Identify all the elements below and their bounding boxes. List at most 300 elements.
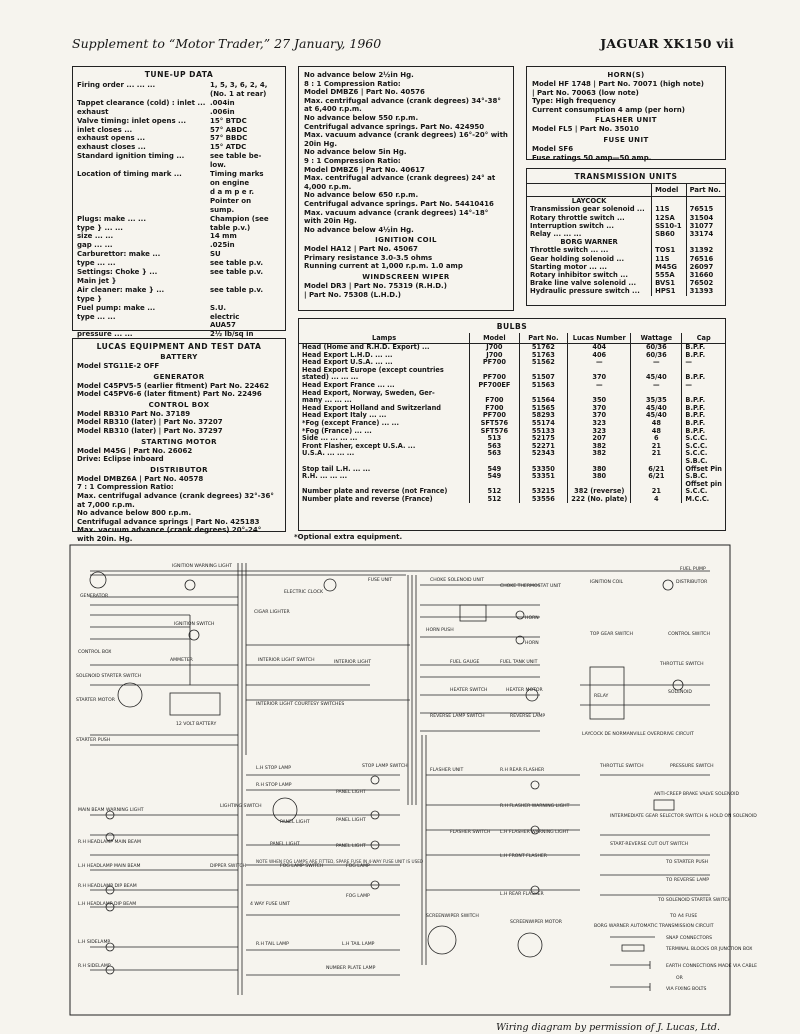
transmission-part-no: 76516 [689, 254, 714, 263]
bulbs-cell: B.P.F. [685, 350, 706, 359]
tuneup-label: type } ... ... [77, 223, 123, 232]
label-rh-tail: R.H TAIL LAMP [256, 942, 289, 947]
transmission-row [527, 205, 725, 213]
transmission-units-box [526, 168, 726, 306]
label-reverse-lamp: REVERSE LAMP [510, 714, 546, 719]
bulbs-cell: 51564 [519, 397, 568, 405]
label-screenwiper-switch: SCREENWIPER SWITCH [426, 914, 479, 919]
bulbs-cell: 370 [568, 374, 631, 382]
bulbs-cell: S.C.C. [685, 441, 708, 450]
label-lh-sidelamp: L.H SIDELAMP [78, 940, 111, 945]
transmission-item: Brake line valve solenoid ... [527, 279, 652, 287]
bulbs-column-header: Model [470, 333, 519, 344]
bulbs-cell: 55174 [519, 420, 568, 428]
label-fuse-unit: FUSE UNIT [368, 578, 393, 583]
bulbs-cell: 563 [470, 443, 519, 451]
bulbs-cell: 513 [470, 435, 519, 443]
tuneup-row [77, 126, 281, 135]
label-panel-light-5: PANEL LIGHT [336, 844, 366, 849]
tuneup-label: inlet closes ... [77, 125, 133, 134]
bulbs-cell: PF700 [470, 359, 519, 367]
fuse-lines [532, 145, 720, 162]
label-intermediate-gear: INTERMEDIATE GEAR SELECTOR SWITCH & HOLD ON SOLENOID [610, 814, 757, 819]
fog-note [256, 859, 423, 864]
tuneup-value: .025in [210, 241, 235, 250]
tuneup-label: pressure ... ... [77, 330, 133, 339]
bulbs-cell: Head Export U.S.A. ... ... [299, 359, 470, 367]
distributor-line: Max. vacuum advance (crank degrees) 14°-18° [304, 208, 489, 217]
tuneup-value: sump. [210, 205, 235, 214]
label-legend-or: OR [676, 976, 683, 981]
lucas-sections [77, 353, 281, 544]
tuneup-label: Firing order ... ... ... [77, 81, 156, 89]
bulbs-cell: B.P.F. [685, 343, 706, 351]
bulbs-cell: B.P.F. [685, 418, 706, 427]
bulbs-cell: Head Export, Norway, Sweden, Ger- [299, 390, 470, 398]
transmission-part-no: 31660 [689, 271, 714, 280]
tuneup-row [77, 277, 281, 286]
tuneup-row [77, 215, 281, 224]
transmission-empty-cell [652, 238, 686, 246]
bulbs-cell: 51507 [519, 374, 568, 382]
bulbs-table [299, 333, 725, 503]
transmission-group-heading: BORG WARNER [527, 238, 652, 246]
bulbs-cell: 52343 [519, 450, 568, 458]
tuneup-row [77, 241, 281, 250]
tuneup-row [77, 81, 281, 90]
label-rh-stop-lamp: R.H STOP LAMP [256, 783, 292, 788]
ignition-coil-lines [304, 245, 508, 271]
bulbs-cell: Offset pin [685, 479, 722, 488]
tuneup-row [77, 117, 281, 126]
bulbs-cell: PF700 [470, 412, 519, 420]
label-control-switch: CONTROL SWITCH [668, 632, 710, 637]
transmission-model: 11S [652, 205, 686, 213]
transmission-table [527, 183, 725, 296]
tuneup-value: SU [210, 250, 221, 259]
bulbs-cell: 53351 [519, 473, 568, 481]
transmission-row [527, 222, 725, 230]
bulbs-cell: 382 (reverse) [568, 488, 631, 496]
bulbs-cell: B.P.F. [685, 403, 706, 412]
lucas-line: Model C45PV5-5 (earlier fitment) Part No. 22462 [77, 381, 269, 390]
transmission-group-heading: LAYCOCK [527, 197, 652, 206]
tuneup-value [210, 295, 281, 304]
bulbs-cell: Head Export Holland and Switzerland [299, 405, 470, 413]
tuneup-label [77, 206, 210, 215]
tuneup-value: (No. 1 at rear) [210, 89, 267, 98]
distributor-line: Max. vacuum advance (crank degrees) 16°-20° with [304, 131, 508, 140]
bulbs-cell: 380 [568, 466, 631, 474]
bulbs-cell: 48 [631, 420, 682, 428]
lucas-line: 7 : 1 Compression Ratio: [77, 483, 174, 492]
bulbs-cell: F700 [470, 405, 519, 413]
lucas-title: LUCAS EQUIPMENT AND TEST DATA [96, 342, 262, 351]
tuneup-row [77, 161, 281, 170]
tuneup-row [77, 90, 281, 99]
label-starter-motor: STARTER MOTOR [76, 698, 115, 703]
tuneup-value: .004in [210, 98, 235, 107]
bulbs-cell: 52175 [519, 435, 568, 443]
transmission-col-model: Model [652, 184, 686, 197]
bulbs-cell: Front Flasher, except U.S.A. ... [299, 443, 470, 451]
lucas-line: No advance below 800 r.p.m. [77, 509, 192, 518]
tuneup-label: Location of timing mark ... [77, 170, 182, 179]
bulbs-cell: 6/21 [631, 473, 682, 481]
tuneup-label: Tappet clearance (cold) : inlet ... [77, 98, 206, 107]
bulbs-column-header: Lucas Number [568, 333, 631, 344]
transmission-model: SB60 [652, 230, 686, 238]
tuneup-label [77, 188, 210, 197]
transmission-group-row [527, 238, 725, 246]
horns-heading: HORN(S) [607, 71, 645, 79]
tuneup-label: type ... ... [77, 259, 116, 268]
tuneup-label: exhaust closes ... [77, 143, 146, 152]
label-panel-light-1: PANEL LIGHT [336, 790, 366, 795]
lucas-equipment-box [72, 338, 286, 543]
transmission-item: Throttle switch ... ... [527, 246, 652, 254]
bulbs-cell: Head (Home and R.H.D. Export) ... [299, 344, 470, 352]
bulbs-cell: 380 [568, 473, 631, 481]
transmission-part-no: 33174 [689, 230, 714, 239]
transmission-col-part: Part No. [686, 184, 725, 197]
tuneup-row [77, 143, 281, 152]
transmission-part-no: 76502 [689, 279, 714, 288]
label-reverse-lamp-switch: REVERSE LAMP SWITCH [430, 714, 485, 719]
flasher-lines [532, 125, 720, 134]
page-header-publication: Supplement to “Motor Trader,” 27 January, 1960 [72, 36, 382, 51]
label-fuel-gauge: FUEL GAUGE [450, 660, 480, 665]
bulbs-cell: 51562 [519, 359, 568, 367]
bulbs-cell: stated) ... ... ... [299, 374, 470, 382]
transmission-item: Hydraulic pressure switch ... [527, 287, 652, 295]
tuneup-row [77, 108, 281, 117]
lucas-section-heading: STARTING MOTOR [141, 437, 217, 446]
tuneup-label: exhaust [77, 107, 109, 116]
bulbs-cell: 549 [470, 473, 519, 481]
transmission-part-no: 31077 [689, 221, 714, 230]
bulbs-cell: R.H. ... ... ... [299, 473, 470, 481]
bulbs-cell: 370 [568, 405, 631, 413]
transmission-title: TRANSMISSION UNITS [574, 172, 678, 181]
label-ammeter: AMMETER [170, 658, 193, 663]
tuneup-row [77, 321, 281, 330]
label-top-gear-switch: TOP GEAR SWITCH [590, 632, 633, 637]
label-solenoid: SOLENOID [668, 690, 692, 695]
label-lh-dip: L.H HEADLAMP DIP BEAM [78, 902, 137, 907]
label-anti-creep: ANTI-CREEP BRAKE VALVE SOLENOID [654, 792, 739, 797]
horn-line: Type: High frequency [532, 97, 616, 106]
tuneup-value: table p.v.) [210, 223, 251, 232]
bulbs-cell: — [568, 359, 631, 367]
tuneup-value: d a m p e r. [210, 187, 255, 196]
flasher-line: Model FL5 | Part No. 35010 [532, 125, 639, 134]
transmission-row [527, 246, 725, 254]
bulbs-cell: F700 [470, 397, 519, 405]
label-main-beam-warning: MAIN BEAM WARNING LIGHT [78, 808, 144, 813]
distributor-lines [304, 71, 508, 234]
tuneup-row [77, 304, 281, 313]
bulbs-cell: 35/35 [631, 397, 682, 405]
horn-lines [532, 80, 720, 114]
tuneup-value: 57° ABDC [210, 125, 248, 134]
tuneup-row [77, 152, 281, 161]
tuneup-data-box [72, 66, 286, 339]
label-throttle-switch: THROTTLE SWITCH [660, 662, 704, 667]
tuneup-value: Champion (see [210, 214, 269, 223]
label-four-way-fuse: 4 WAY FUSE UNIT [250, 902, 290, 907]
label-to-aa-fuse: TO A4 FUSE [670, 914, 698, 919]
tuneup-row [77, 232, 281, 241]
wiring-diagram [70, 545, 758, 1015]
label-to-solenoid-starter: TO SOLENOID STARTER SWITCH [658, 898, 732, 903]
tuneup-value: low. [210, 161, 226, 170]
tuneup-label: Air cleaner: make } ... [77, 285, 165, 294]
tuneup-label: Main jet } [77, 276, 117, 285]
transmission-part-no: 76515 [689, 205, 714, 214]
tuneup-row [77, 286, 281, 295]
bulbs-row [299, 443, 725, 451]
label-panel-light-4: PANEL LIGHT [270, 842, 300, 847]
tuneup-label: type } [77, 294, 103, 303]
horn-line: | Part No. 70063 (low note) [532, 88, 639, 97]
tuneup-row [77, 206, 281, 215]
label-dipper-switch: DIPPER SWITCH [210, 864, 246, 869]
bulbs-cell: 6 [631, 435, 682, 443]
bulbs-cell: S.C.C. [685, 487, 708, 496]
label-horn-1: HORN [525, 616, 539, 621]
bulbs-cell: PF700 [470, 374, 519, 382]
bulbs-row [299, 496, 725, 504]
tuneup-row [77, 313, 281, 322]
tuneup-label: Fuel pump: make ... [77, 303, 156, 312]
bulbs-cell: 382 [568, 450, 631, 458]
bulbs-title: BULBS [496, 322, 528, 331]
bulbs-cell: Number plate and reverse (not France) [299, 488, 470, 496]
tuneup-value: on engine [210, 178, 250, 187]
transmission-model: 12SA [652, 214, 686, 222]
tuneup-row [77, 179, 281, 188]
fuse-line: Model SF6 [532, 144, 574, 153]
bulbs-row [299, 428, 725, 436]
lucas-section-heading: BATTERY [160, 353, 198, 361]
tuneup-label: Standard ignition timing ... [77, 152, 185, 161]
label-bw-circuit: BORG WARNER AUTOMATIC TRANSMISSION CIRCUIT [594, 924, 714, 929]
distributor-line: 8 : 1 Compression Ratio: [304, 79, 401, 88]
label-lh-tail: L.H TAIL LAMP [342, 942, 375, 947]
bulbs-cell: J700 [470, 344, 519, 352]
label-flasher-unit: FLASHER UNIT [430, 768, 464, 773]
distributor-line: No advance below 550 r.p.m. [304, 113, 419, 122]
tuneup-value: 14 mm [210, 232, 237, 241]
tuneup-value: Timing marks [210, 170, 264, 179]
tuneup-rows [77, 81, 281, 339]
bulbs-cell: 53350 [519, 466, 568, 474]
distributor-line: No advance below 5in Hg. [304, 148, 407, 157]
flasher-unit-heading: FLASHER UNIT [595, 116, 657, 125]
transmission-item: Rotary inhibitor switch ... [527, 271, 652, 279]
tuneup-row [77, 250, 281, 259]
distributor-line: Max. centrifugal advance (crank degrees) 34°-38° [304, 96, 501, 105]
lucas-line: Max. centrifugal advance (crank degrees) 32°-36° [77, 491, 274, 500]
bulbs-row [299, 450, 725, 458]
tuneup-label [77, 179, 210, 188]
tuneup-value: see table be- [210, 152, 262, 161]
transmission-item: Rotary throttle switch ... [527, 214, 652, 222]
lucas-line: Max. vacuum advance (crank degrees) 20°-24° [77, 526, 262, 535]
tuneup-value: see table p.v. [210, 268, 264, 277]
transmission-row [527, 271, 725, 279]
tuneup-label: gap ... ... [77, 241, 113, 250]
tuneup-row [77, 197, 281, 206]
bulbs-cell: 323 [568, 420, 631, 428]
label-choke-solenoid: CHOKE SOLENOID UNIT [430, 578, 485, 583]
bulbs-cell: Head Export France ... ... [299, 382, 470, 390]
bulbs-cell: 323 [568, 428, 631, 436]
bulbs-cell: 58293 [519, 412, 568, 420]
bulbs-cell: 6/21 [631, 466, 682, 474]
bulbs-cell: 563 [470, 450, 519, 458]
tuneup-value: 15° ATDC [210, 143, 247, 152]
tuneup-value: 15° BTDC [210, 116, 247, 125]
ignition-coil-line: Primary resistance 3.0-3.5 ohms [304, 253, 433, 262]
tuneup-value: electric [210, 312, 240, 321]
distributor-line: 9 : 1 Compression Ratio: [304, 156, 401, 165]
bulbs-cell: 512 [470, 496, 519, 504]
transmission-part-no: 31392 [689, 246, 714, 255]
label-lh-stop-lamp: L.H STOP LAMP [256, 766, 292, 771]
tuneup-row [77, 259, 281, 268]
bulbs-header-row [299, 333, 725, 344]
tuneup-value [210, 277, 281, 286]
bulbs-cell: Head Export L.H.D. ... ... [299, 352, 470, 360]
bulbs-cell: 382 [568, 443, 631, 451]
label-to-starter-push: TO STARTER PUSH [666, 860, 709, 865]
label-legend-snap: SNAP CONNECTORS [666, 936, 713, 941]
bulbs-cell: 549 [470, 466, 519, 474]
transmission-item: Starting motor ... ... [527, 263, 652, 271]
bulbs-cell: Head Export Italy ... ... [299, 412, 470, 420]
bulbs-cell: 53215 [519, 488, 568, 496]
distributor-line: 20in Hg. [304, 139, 338, 148]
bulbs-cell: B.P.F. [685, 411, 706, 420]
label-rh-dip: R.H HEADLAMP DIP BEAM [78, 884, 137, 889]
lucas-line: Centrifugal advance springs | Part No. 425183 [77, 517, 260, 526]
wiper-line: Model DR3 | Part No. 75319 (R.H.D.) [304, 282, 447, 291]
tuneup-label [77, 321, 210, 330]
bulbs-cell: PF700EF [470, 382, 519, 390]
label-pressure-switch: PRESSURE SWITCH [670, 764, 714, 769]
bulbs-cell: 404 [568, 344, 631, 352]
label-lh-front-flasher: L.H FRONT FLASHER [500, 854, 548, 859]
bulbs-cell: B.P.F. [685, 396, 706, 405]
bulbs-cell: 51563 [519, 382, 568, 390]
label-to-reverse-lamp: TO REVERSE LAMP [666, 878, 710, 883]
bulbs-cell: Head Export Europe (except countries [299, 367, 470, 375]
tuneup-label: Plugs: make ... ... [77, 214, 146, 223]
label-start-reverse: START-REVERSE CUT OUT SWITCH [610, 842, 689, 847]
label-horn-2: HORN [525, 641, 539, 646]
label-legend-bolts: VIA FIXING BOLTS [666, 987, 707, 992]
bulbs-cell: 4 [631, 496, 682, 504]
distributor-line: Centrifugal advance springs. Part No. 54410416 [304, 199, 494, 208]
lucas-section-heading: DISTRIBUTOR [150, 465, 208, 474]
bulbs-cell: Offset Pin [685, 464, 722, 473]
tuneup-value: AUA57 [210, 321, 236, 330]
label-lh-main-beam: L.H HEADLAMP MAIN BEAM [78, 864, 141, 869]
transmission-model: 555A [652, 271, 686, 279]
bulbs-cell: SFT576 [470, 420, 519, 428]
ignition-coil-line: Model HA12 | Part No. 45067 [304, 245, 418, 254]
label-panel-light-2: PANEL LIGHT [280, 820, 310, 825]
distributor-line: No advance below 4½in Hg. [304, 225, 414, 234]
label-throttle-switch-bw: THROTTLE SWITCH [600, 764, 644, 769]
transmission-model: M45G [652, 263, 686, 271]
tuneup-value: Pointer on [210, 196, 252, 205]
tuneup-row [77, 268, 281, 277]
distributor-line: with 20in Hg. [304, 217, 357, 226]
bulbs-cell: 21 [631, 443, 682, 451]
label-electric-clock: ELECTRIC CLOCK [284, 590, 324, 595]
label-fog-lamp-switch: FOG LAMP SWITCH [280, 864, 324, 869]
bulbs-cell: — [685, 358, 693, 367]
bulbs-cell: B.P.F. [685, 426, 706, 435]
label-interior-light-switch: INTERIOR LIGHT SWITCH [258, 658, 315, 663]
label-starter-push: STARTER PUSH [76, 738, 111, 743]
label-solenoid-starter-switch: SOLENOID STARTER SWITCH [76, 674, 142, 679]
transmission-col-name [527, 184, 652, 197]
bulbs-cell: Side ... ... ... ... [299, 435, 470, 443]
bulbs-cell: — [568, 382, 631, 390]
tuneup-row [77, 170, 281, 179]
bulbs-row [299, 473, 725, 481]
label-stop-lamp-switch: STOP LAMP SWITCH [362, 764, 408, 769]
bulbs-cell: M.C.C. [685, 494, 710, 503]
page-header-model: JAGUAR XK150 vii [600, 36, 734, 51]
label-legend-terminal: TERMINAL BLOCKS OR JUNCTION BOX [666, 947, 753, 952]
distributor-line: at 6,400 r.p.m. [304, 105, 362, 114]
tuneup-label [77, 197, 210, 206]
lucas-section-heading: GENERATOR [153, 372, 205, 381]
bulbs-rows [299, 344, 725, 504]
bulbs-cell: 406 [568, 352, 631, 360]
fog-note-text: NOTE WHEN FOG LAMPS ARE FITTED, SPARE FUSE IN 4-WAY FUSE UNIT IS USED [256, 859, 424, 864]
transmission-empty-cell [652, 197, 686, 206]
bulbs-cell: 48 [631, 428, 682, 436]
ignition-coil-line: Running current at 1,000 r.p.m. 1.0 amp [304, 262, 463, 271]
lucas-line: Model RB310 (later) | Part No. 37297 [77, 426, 223, 435]
lucas-line: Model M45G | Part No. 26062 [77, 446, 193, 455]
bulbs-cell: S.B.C. [685, 472, 708, 481]
lucas-line: at 7,000 r.p.m. [77, 500, 135, 509]
transmission-empty-cell [686, 238, 725, 246]
bulbs-cell: — [685, 380, 693, 389]
bulbs-cell: Number plate and reverse (France) [299, 496, 470, 504]
bulbs-cell: 51565 [519, 405, 568, 413]
label-heater-switch: HEATER SWITCH [450, 688, 488, 693]
distributor-line: Centrifugal advance springs. Part No. 424950 [304, 122, 485, 131]
bulbs-box [298, 318, 726, 531]
lucas-line: Drive: Eclipse inboard [77, 455, 164, 464]
tuneup-row [77, 99, 281, 108]
tuneup-value: 2½ lb/sq in [210, 330, 254, 339]
label-fuel-tank-unit: FUEL TANK UNIT [500, 660, 538, 665]
label-legend-earth: EARTH CONNECTIONS MADE VIA CABLE [666, 964, 758, 969]
label-fog-lamp-1: FOG LAMP [346, 864, 370, 869]
lucas-section-heading: CONTROL BOX [148, 400, 210, 409]
windscreen-wiper-heading: WINDSCREEN WIPER [362, 273, 450, 282]
distributor-line: Model DMBZ6 | Part No. 40576 [304, 88, 425, 97]
